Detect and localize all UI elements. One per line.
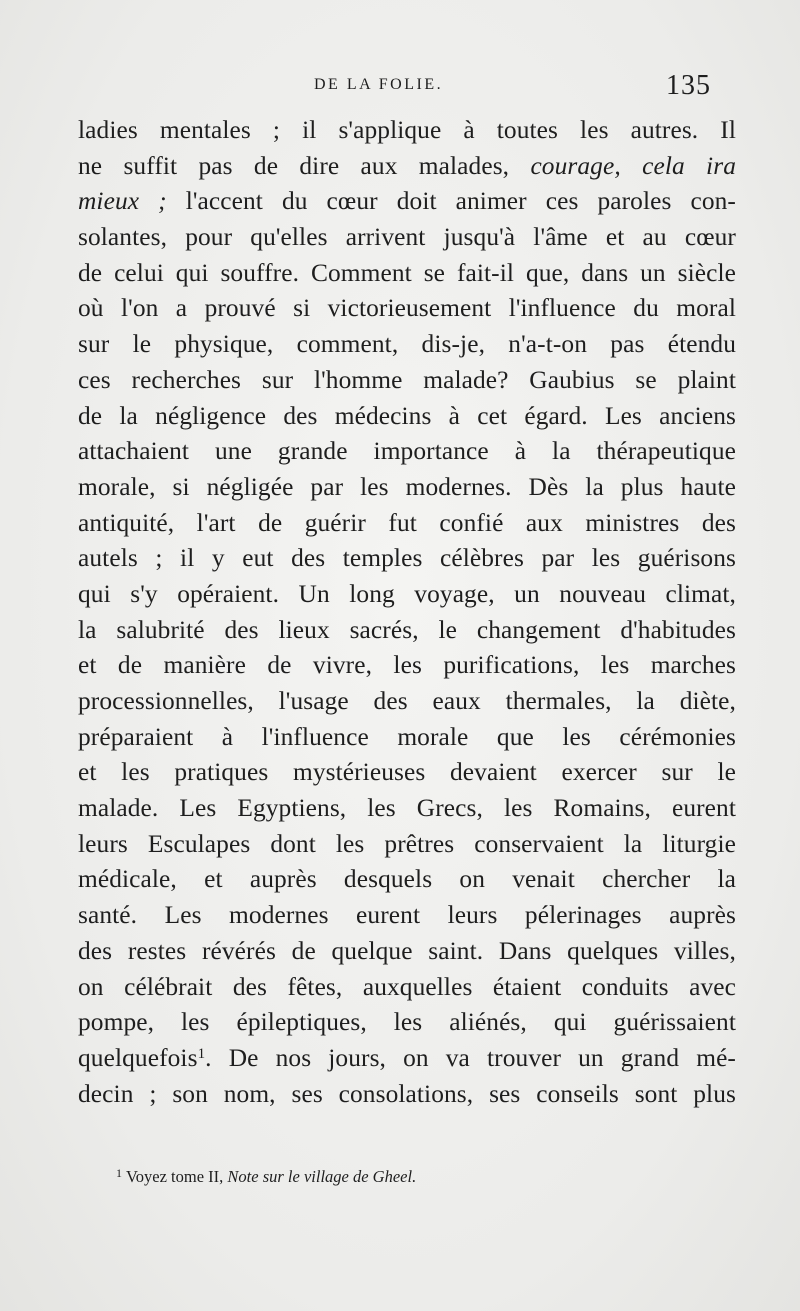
italic-phrase: mieux ; — [78, 187, 167, 216]
text-line: decin ; son nom, ses consolations, ses conseils sont plus — [78, 1079, 736, 1108]
text-line: ladies mentales ; il s'applique à toutes les autres. Il — [78, 116, 736, 144]
text-line: processionnelles, l'usage des eaux thermales, la diète, — [78, 687, 736, 715]
running-head: DE LA FOLIE. — [314, 76, 444, 93]
text-line-part: . De nos jours, on va trouver un grand mé- — [205, 1043, 736, 1072]
text-line: solantes, pour qu'elles arrivent jusqu'à l'âme et au cœur — [78, 223, 736, 252]
text-line: ces recherches sur l'homme malade? Gaubius se plaint — [78, 365, 736, 394]
footnote-prefix: Voyez tome II, — [126, 1167, 224, 1186]
footnote-number: 1 — [116, 1166, 122, 1180]
text-line: qui s'y opéraient. Un long voyage, un nouveau climat, — [78, 579, 736, 608]
text-line: et les pratiques mystérieuses devaient exercer sur le — [78, 758, 736, 787]
text-line: sur le physique, comment, dis-je, n'a-t-on pas étendu — [78, 330, 736, 359]
text-line-part: ne suffit pas de dire aux malades, — [78, 151, 510, 180]
page-header — [0, 70, 800, 110]
footnote — [116, 1166, 416, 1187]
text-line: la salubrité des lieux sacrés, le changement d'habitudes — [78, 615, 736, 644]
text-line: on célébrait des fêtes, auxquelles étaient conduits avec — [78, 972, 736, 1001]
text-line: leurs Esculapes dont les prêtres conservaient la liturgie — [78, 829, 736, 858]
text-line: des restes révérés de quelque saint. Dans quelques villes, — [78, 936, 736, 965]
text-line: de la négligence des médecins à cet égard. Les anciens — [78, 401, 736, 430]
text-line: préparaient à l'influence morale que les cérémonies — [78, 722, 736, 751]
footnote-italic: Note sur le village de Gheel. — [227, 1167, 417, 1186]
text-line — [78, 149, 736, 185]
text-line: autels ; il y eut des temples célèbres par les guérisons — [78, 544, 736, 573]
footnote-reference[interactable]: 1 — [197, 1045, 206, 1062]
text-line: attachaient une grande importance à la thérapeutique — [78, 437, 736, 466]
text-line — [78, 1041, 736, 1077]
page-number: 135 — [666, 70, 711, 101]
text-line: où l'on a prouvé si victorieusement l'influence du moral — [78, 294, 736, 323]
text-line: de celui qui souffre. Comment se fait-il que, dans un siècle — [78, 258, 736, 287]
text-line: et de manière de vivre, les purifications, les marches — [78, 651, 736, 680]
text-line-part: l'accent du cœur doit animer ces paroles con- — [185, 187, 736, 216]
body-text — [78, 113, 736, 1112]
text-line: médicale, et auprès desquels on venait chercher la — [78, 865, 736, 894]
text-line: morale, si négligée par les modernes. Dès la plus haute — [78, 472, 736, 501]
italic-phrase: courage, cela ira — [530, 151, 736, 180]
text-line-part: quelquefois — [78, 1043, 198, 1072]
text-line: santé. Les modernes eurent leurs pélerinages auprès — [78, 901, 736, 930]
text-line: pompe, les épileptiques, les aliénés, qui guérissaient — [78, 1008, 736, 1037]
text-line: antiquité, l'art de guérir fut confié aux ministres des — [78, 508, 736, 537]
text-line: malade. Les Egyptiens, les Grecs, les Romains, eurent — [78, 794, 736, 823]
text-line — [78, 184, 736, 220]
